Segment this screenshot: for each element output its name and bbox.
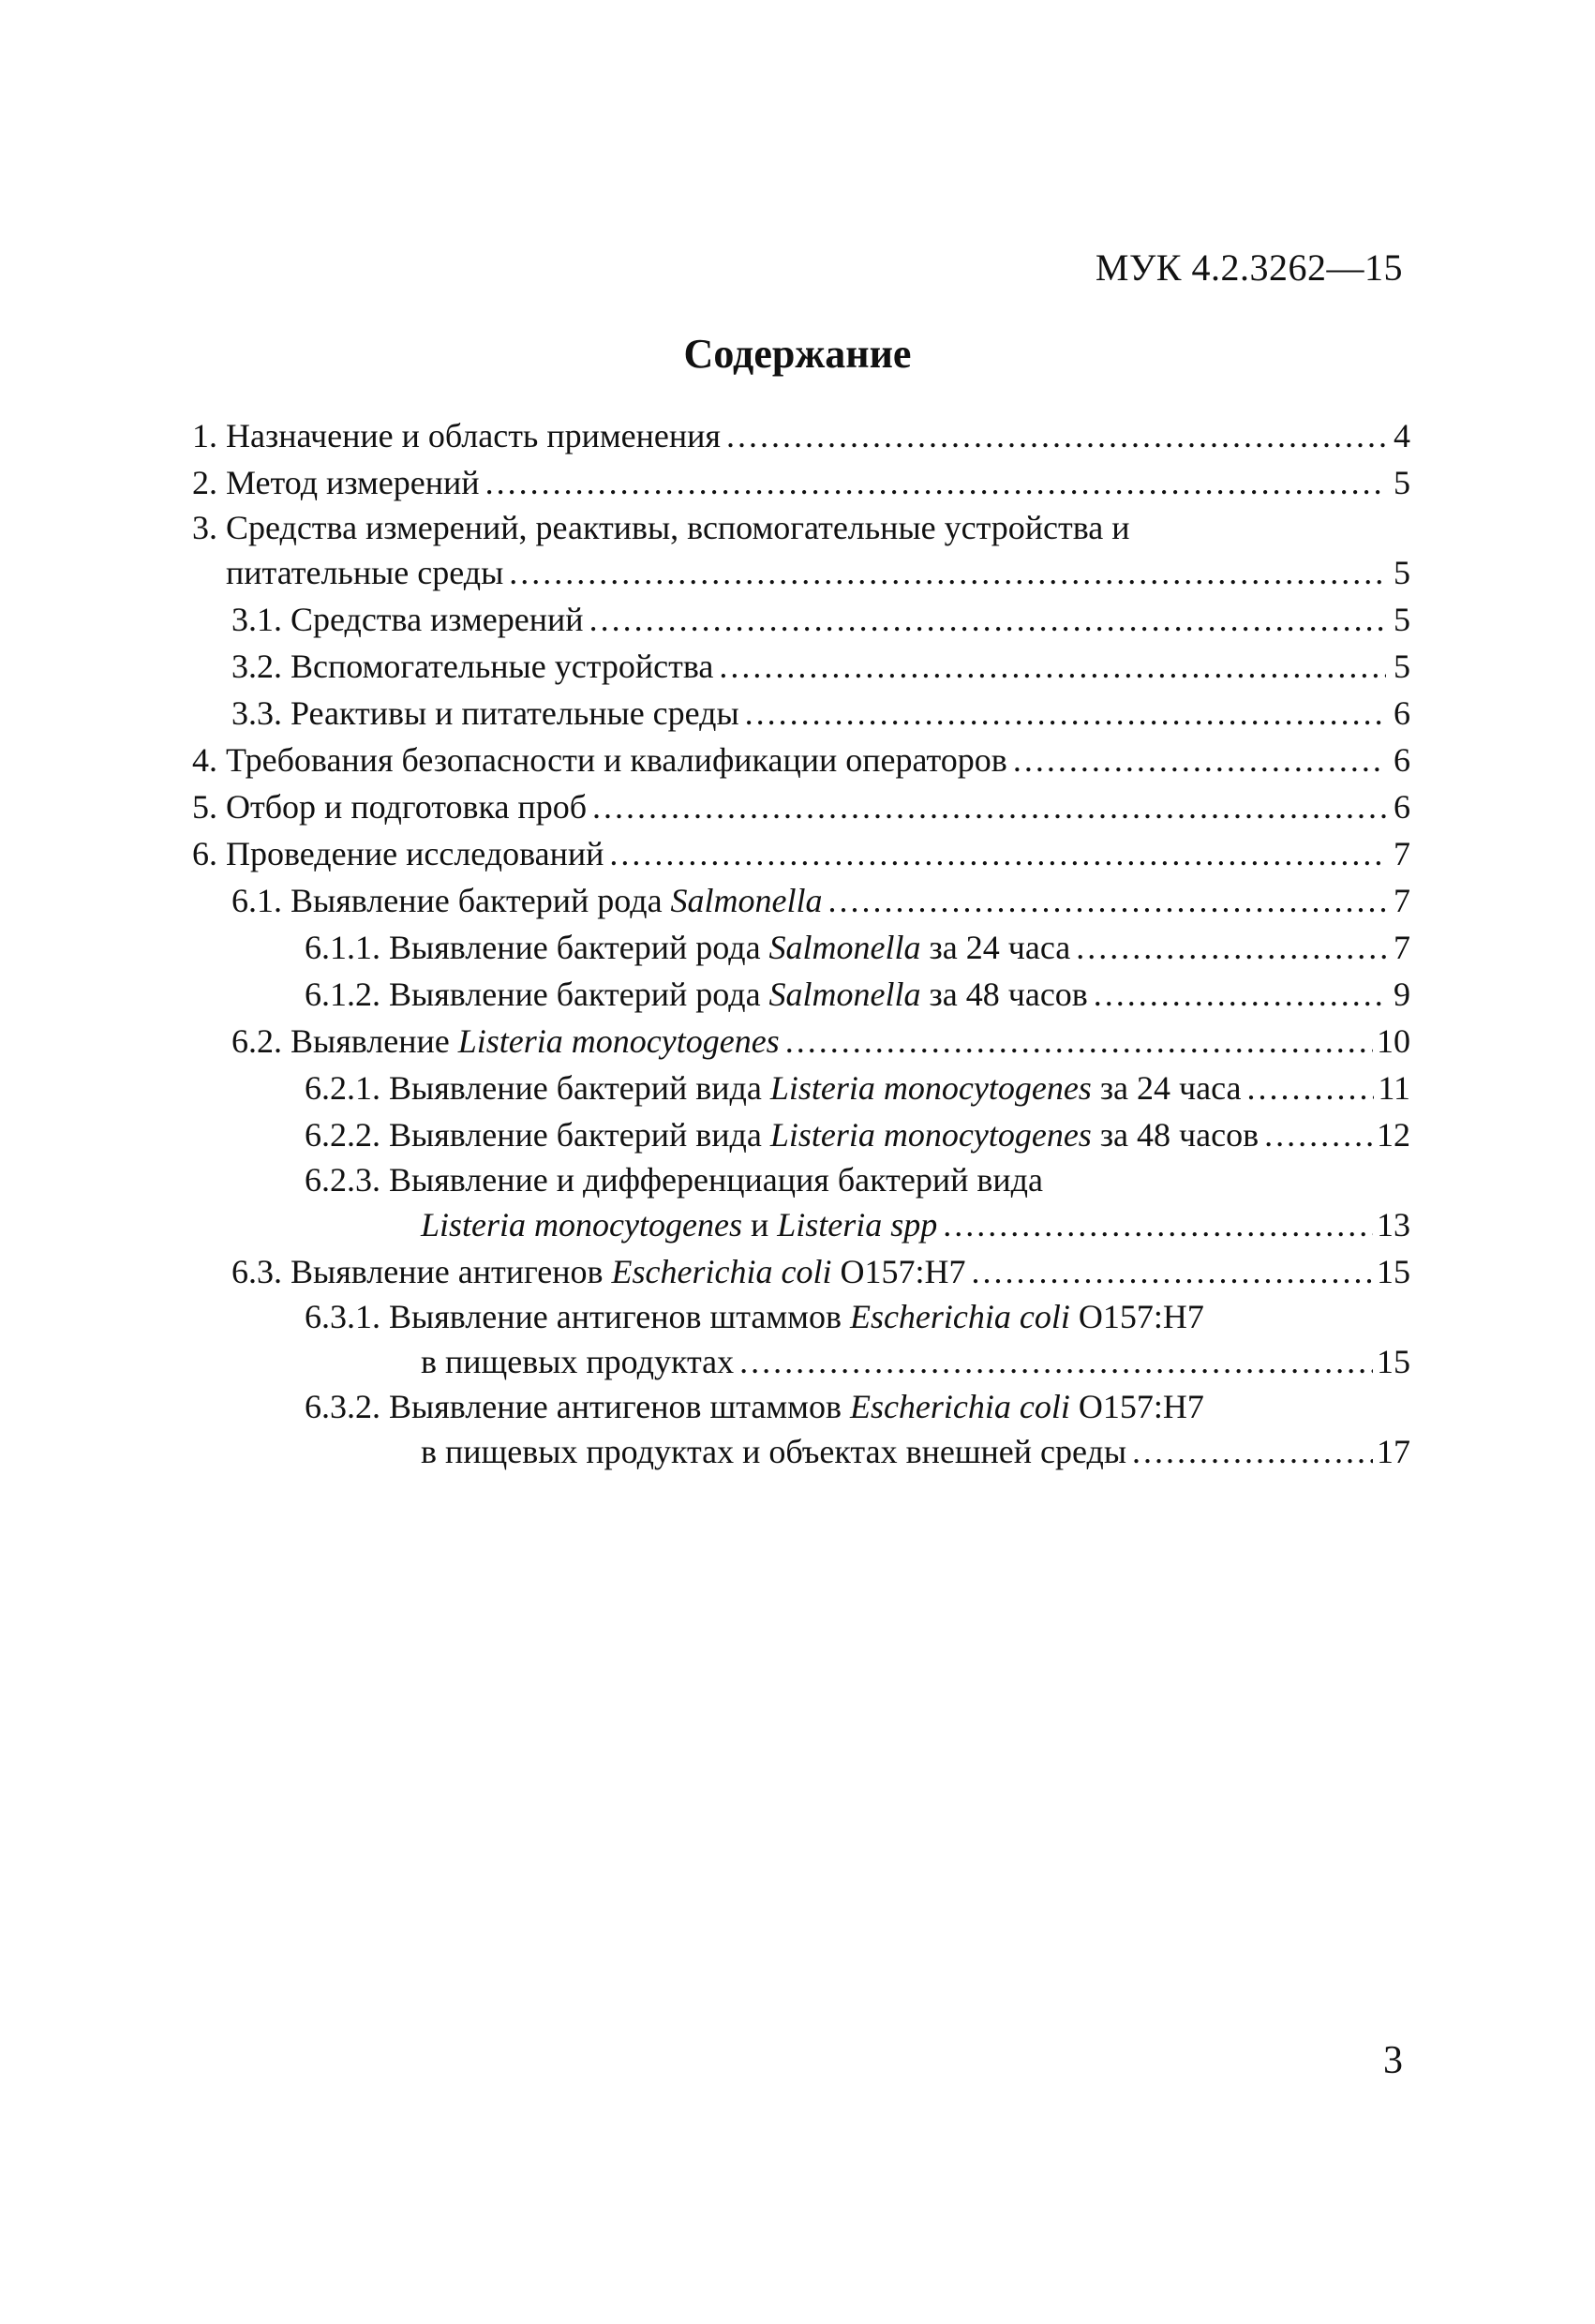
toc-text: за 48 часов: [1091, 1116, 1260, 1154]
toc-entry[interactable]: [192, 737, 1410, 783]
toc-entry-line: [192, 1158, 1410, 1201]
toc-page-number: 15: [1377, 1253, 1410, 1290]
toc-page-number: 6: [1394, 788, 1410, 826]
toc-entry-line: [192, 1201, 1410, 1248]
toc-entry[interactable]: [192, 596, 1410, 643]
dot-leader: [1076, 924, 1386, 971]
toc-entry[interactable]: [192, 506, 1410, 596]
toc-entry-line: [192, 1111, 1410, 1158]
toc-page-number: 7: [1394, 929, 1410, 966]
toc-page-number: 7: [1394, 882, 1410, 919]
toc-entry-line: [192, 1338, 1410, 1385]
toc-entry-text: [231, 1018, 780, 1065]
dot-leader: [719, 643, 1386, 690]
toc-text: 4. Требования безопасности и квалификации операторов: [192, 741, 1007, 779]
toc-page-number: 5: [1394, 601, 1410, 638]
document-code: МУК 4.2.3262—15: [1095, 246, 1403, 289]
toc-page-number: 17: [1377, 1433, 1410, 1470]
toc-italic-text: Salmonella: [768, 976, 921, 1013]
toc-text: 3.3. Реактивы и питательные среды: [231, 694, 739, 732]
toc-page-number: 5: [1394, 554, 1410, 591]
toc-text: 6.2.3. Выявление и дифференциация бактерий вида: [305, 1161, 1043, 1199]
dot-leader: [1247, 1065, 1375, 1111]
toc-page-number: 15: [1377, 1343, 1410, 1380]
toc-text: за 48 часов: [920, 976, 1088, 1013]
toc-entry[interactable]: [192, 1248, 1410, 1295]
dot-leader: [971, 1248, 1373, 1295]
toc-entry[interactable]: [192, 459, 1410, 506]
toc-entry-line: [192, 1018, 1410, 1065]
toc-text: O157:H7: [1069, 1388, 1204, 1425]
toc-text: 6.3.1. Выявление антигенов штаммов: [305, 1298, 850, 1335]
toc-page-number: 12: [1377, 1116, 1410, 1154]
toc-entry-text: [231, 596, 584, 643]
toc-italic-text: Escherichia coli: [611, 1253, 832, 1290]
toc-page-number: 10: [1377, 1022, 1410, 1060]
dot-leader: [828, 877, 1386, 924]
dot-leader: [1094, 971, 1386, 1018]
toc-page-number: 11: [1378, 1069, 1410, 1107]
toc-entry-line: [192, 1428, 1410, 1475]
toc-text: 6.2.2. Выявление бактерий вида: [305, 1116, 770, 1154]
dot-leader: [739, 1338, 1373, 1385]
dot-leader: [785, 1018, 1373, 1065]
toc-entry-text: [305, 1158, 1043, 1201]
toc-entry[interactable]: [192, 971, 1410, 1018]
toc-text: 6.1. Выявление бактерий рода: [231, 882, 671, 919]
toc-entry-text: [231, 877, 823, 924]
toc-text: 6.3.2. Выявление антигенов штаммов: [305, 1388, 850, 1425]
toc-page-number: 6: [1394, 741, 1410, 779]
toc-entry-line: [192, 643, 1410, 690]
toc-entry-text: [305, 924, 1070, 971]
toc-text: 2. Метод измерений: [192, 464, 480, 501]
toc-entry[interactable]: [192, 1385, 1410, 1475]
toc-entry-text: [305, 1385, 1204, 1428]
dot-leader: [745, 690, 1386, 737]
toc-page-number: 6: [1394, 694, 1410, 732]
dot-leader: [592, 783, 1386, 830]
toc-text: 3.1. Средства измерений: [231, 601, 584, 638]
toc-entry-text: [305, 1295, 1204, 1338]
toc-text: 6.1.2. Выявление бактерий рода: [305, 976, 769, 1013]
toc-entry-line: [192, 506, 1410, 549]
page-number: 3: [1383, 2039, 1403, 2082]
toc-italic-text: Salmonella: [670, 882, 823, 919]
toc-text: 3.2. Вспомогательные устройства: [231, 648, 714, 685]
toc-text: 6.1.1. Выявление бактерий рода: [305, 929, 769, 966]
dot-leader: [485, 459, 1386, 506]
toc-title: Содержание: [683, 331, 912, 377]
toc-entry[interactable]: [192, 1018, 1410, 1065]
toc-entry-line: [192, 1248, 1410, 1295]
toc-italic-text: Listeria monocytogenes: [457, 1022, 780, 1060]
toc-entry[interactable]: [192, 412, 1410, 459]
toc-entry-line: [192, 971, 1410, 1018]
toc-entry-line: [192, 1385, 1410, 1428]
toc-entry-line: [192, 924, 1410, 971]
toc-entry-text: [305, 1065, 1242, 1111]
table-of-contents: [192, 412, 1410, 1475]
toc-entry-line: [192, 459, 1410, 506]
toc-entry-line: [192, 783, 1410, 830]
toc-entry-text: [231, 690, 739, 737]
toc-entry-line: [192, 877, 1410, 924]
toc-page-number: 7: [1394, 835, 1410, 872]
toc-entry[interactable]: [192, 690, 1410, 737]
toc-text: 6.2.1. Выявление бактерий вида: [305, 1069, 770, 1107]
toc-text: за 24 часа: [920, 929, 1071, 966]
toc-page-number: 5: [1394, 464, 1410, 501]
toc-entry-line: [192, 690, 1410, 737]
dot-leader: [509, 549, 1386, 596]
toc-entry[interactable]: [192, 783, 1410, 830]
toc-text: 5. Отбор и подготовка проб: [192, 788, 588, 826]
toc-text: в пищевых продуктах и объектах внешней среды: [421, 1433, 1127, 1470]
toc-text: O157:H7: [1069, 1298, 1204, 1335]
toc-entry[interactable]: [192, 1295, 1410, 1385]
toc-text: 3. Средства измерений, реактивы, вспомогательные устройства и: [192, 509, 1130, 546]
toc-entry[interactable]: [192, 1111, 1410, 1158]
toc-entry-text: [192, 412, 721, 459]
toc-entry-line: [192, 549, 1410, 596]
toc-text: 6.2. Выявление: [231, 1022, 458, 1060]
toc-entry-line: [192, 1065, 1410, 1111]
dot-leader: [1132, 1428, 1373, 1475]
toc-text: питательные среды: [226, 554, 504, 591]
toc-entry-text: [305, 1428, 1126, 1475]
toc-text: в пищевых продуктах: [421, 1343, 735, 1380]
toc-entry[interactable]: [192, 643, 1410, 690]
toc-entry-line: [192, 737, 1410, 783]
toc-entry-text: [305, 1111, 1259, 1158]
toc-italic-text: Listeria monocytogenes: [769, 1116, 1092, 1154]
dot-leader: [589, 596, 1386, 643]
toc-text: 1. Назначение и область применения: [192, 417, 721, 454]
toc-entry-line: [192, 596, 1410, 643]
toc-italic-text: Escherichia coli: [849, 1298, 1070, 1335]
toc-entry-text: [192, 506, 1130, 549]
toc-entry-text: [231, 643, 713, 690]
toc-italic-text: Salmonella: [768, 929, 921, 966]
toc-italic-text: Listeria monocytogenes: [421, 1206, 742, 1244]
toc-entry[interactable]: [192, 924, 1410, 971]
toc-text: и: [741, 1206, 778, 1244]
toc-entry-text: [231, 1248, 965, 1295]
toc-italic-text: Listeria monocytogenes: [769, 1069, 1092, 1107]
toc-entry-text: [192, 830, 604, 877]
dot-leader: [943, 1201, 1373, 1248]
toc-entry-text: [305, 1201, 937, 1248]
toc-entry-line: [192, 830, 1410, 877]
dot-leader: [609, 830, 1386, 877]
toc-text: 6.3. Выявление антигенов: [231, 1253, 612, 1290]
toc-entry-text: [192, 783, 587, 830]
toc-entry-line: [192, 412, 1410, 459]
toc-entry-text: [192, 549, 503, 596]
dot-leader: [1264, 1111, 1373, 1158]
toc-entry-text: [192, 459, 480, 506]
toc-italic-text: Listeria spp: [777, 1206, 938, 1244]
toc-italic-text: Escherichia coli: [849, 1388, 1070, 1425]
toc-entry[interactable]: [192, 830, 1410, 877]
toc-entry[interactable]: [192, 1158, 1410, 1248]
dot-leader: [1013, 737, 1386, 783]
toc-entry[interactable]: [192, 877, 1410, 924]
toc-entry[interactable]: [192, 1065, 1410, 1111]
toc-text: за 24 часа: [1091, 1069, 1242, 1107]
toc-page-number: 9: [1394, 976, 1410, 1013]
toc-entry-text: [305, 1338, 734, 1385]
toc-page-number: 5: [1394, 648, 1410, 685]
toc-text: 6. Проведение исследований: [192, 835, 604, 872]
toc-entry-text: [192, 737, 1007, 783]
toc-entry-line: [192, 1295, 1410, 1338]
toc-page-number: 13: [1377, 1206, 1410, 1244]
toc-text: O157:H7: [831, 1253, 966, 1290]
dot-leader: [726, 412, 1386, 459]
toc-page-number: 4: [1394, 417, 1410, 454]
toc-entry-text: [305, 971, 1088, 1018]
